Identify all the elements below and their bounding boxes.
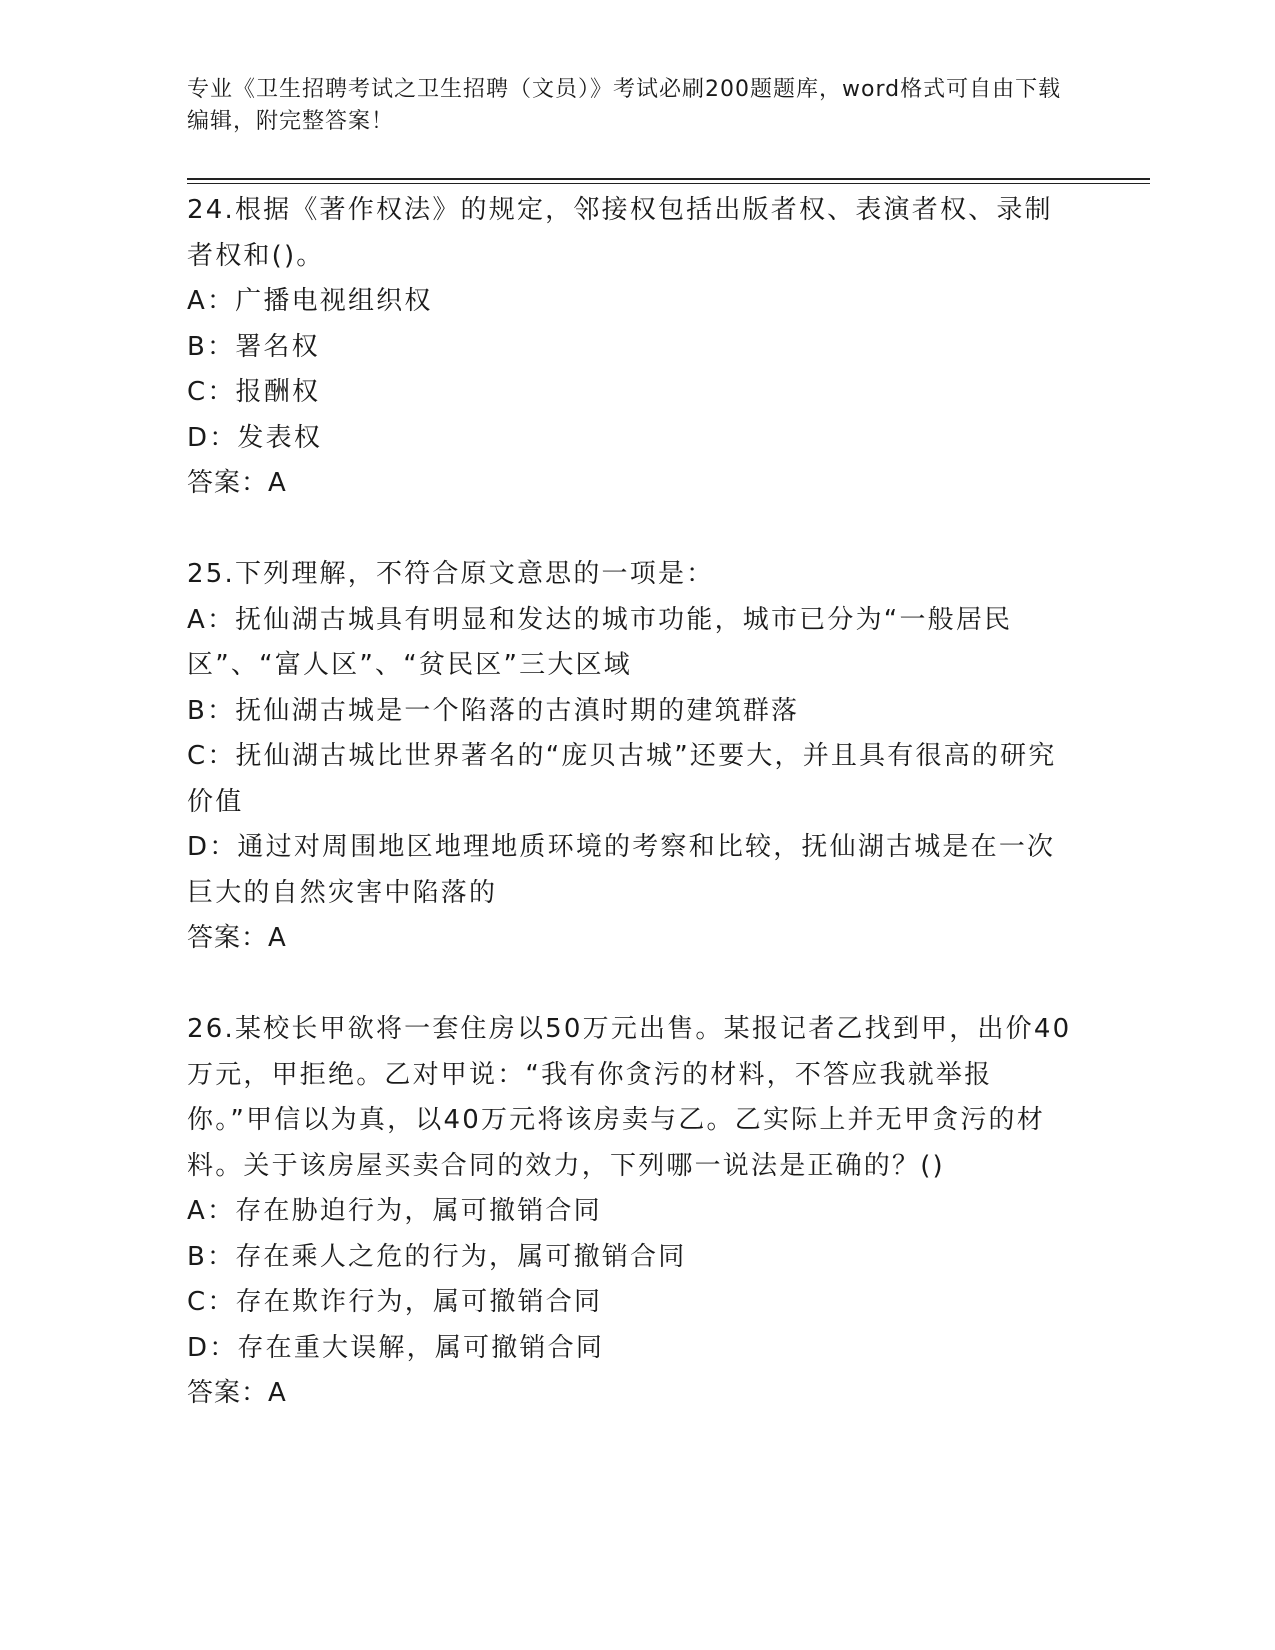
question-spacer (187, 962, 1077, 1008)
option-d: D：存在重大误解，属可撤销合同 (187, 1332, 605, 1363)
option-d: D：通过对周围地区地理地质环境的考察和比较，抚仙湖古城是在一次巨大的自然灾害中陷落的 (187, 832, 1056, 908)
option-a: A：广播电视组织权 (187, 286, 433, 316)
question-25 (187, 552, 1077, 962)
header-divider-thin (187, 183, 1150, 184)
option-a: A：抚仙湖古城具有明显和发达的城市功能，城市已分为“一般居民区”、“富人区”、“贫民区”三大区域 (187, 604, 1013, 680)
answer-line: 答案：A (187, 1378, 287, 1408)
option-c: C：存在欺诈行为，属可撤销合同 (187, 1287, 603, 1317)
answer-line: 答案：A (187, 468, 287, 498)
question-spacer (187, 507, 1077, 553)
option-c: C：抚仙湖古城比世界著名的“庞贝古城”还要大，并且具有很高的研究价值 (187, 741, 1057, 817)
header-note: 专业《卫生招聘考试之卫生招聘（文员）》考试必刷200题题库，word格式可自由下载编辑，附完整答案！ (187, 77, 1062, 134)
question-stem: 25.下列理解，不符合原文意思的一项是： (187, 559, 715, 589)
question-stem: 24.根据《著作权法》的规定，邻接权包括出版者权、表演者权、录制者权和()。 (187, 195, 1053, 271)
question-list (187, 188, 1077, 1417)
option-b: B：存在乘人之危的行为，属可撤销合同 (187, 1241, 687, 1272)
option-d: D：发表权 (187, 422, 323, 453)
question-stem: 26.某校长甲欲将一套住房以50万元出售。某报记者乙找到甲，出价40万元，甲拒绝。乙对甲说：“我有你贪污的材料，不答应我就举报你。”甲信以为真，以40万元将该房卖与乙。乙实际上并无甲贪污的材料。关于该房屋买卖合同的效力，下列哪一说法是正确的？() (187, 1014, 1072, 1181)
option-b: B：抚仙湖古城是一个陷落的古滇时期的建筑群落 (187, 695, 800, 726)
question-26 (187, 1007, 1077, 1417)
question-24 (187, 188, 1077, 507)
option-a: A：存在胁迫行为，属可撤销合同 (187, 1196, 602, 1226)
option-c: C：报酬权 (187, 377, 321, 407)
answer-line: 答案：A (187, 923, 287, 953)
header-divider-thick (187, 178, 1150, 180)
option-b: B：署名权 (187, 331, 320, 362)
